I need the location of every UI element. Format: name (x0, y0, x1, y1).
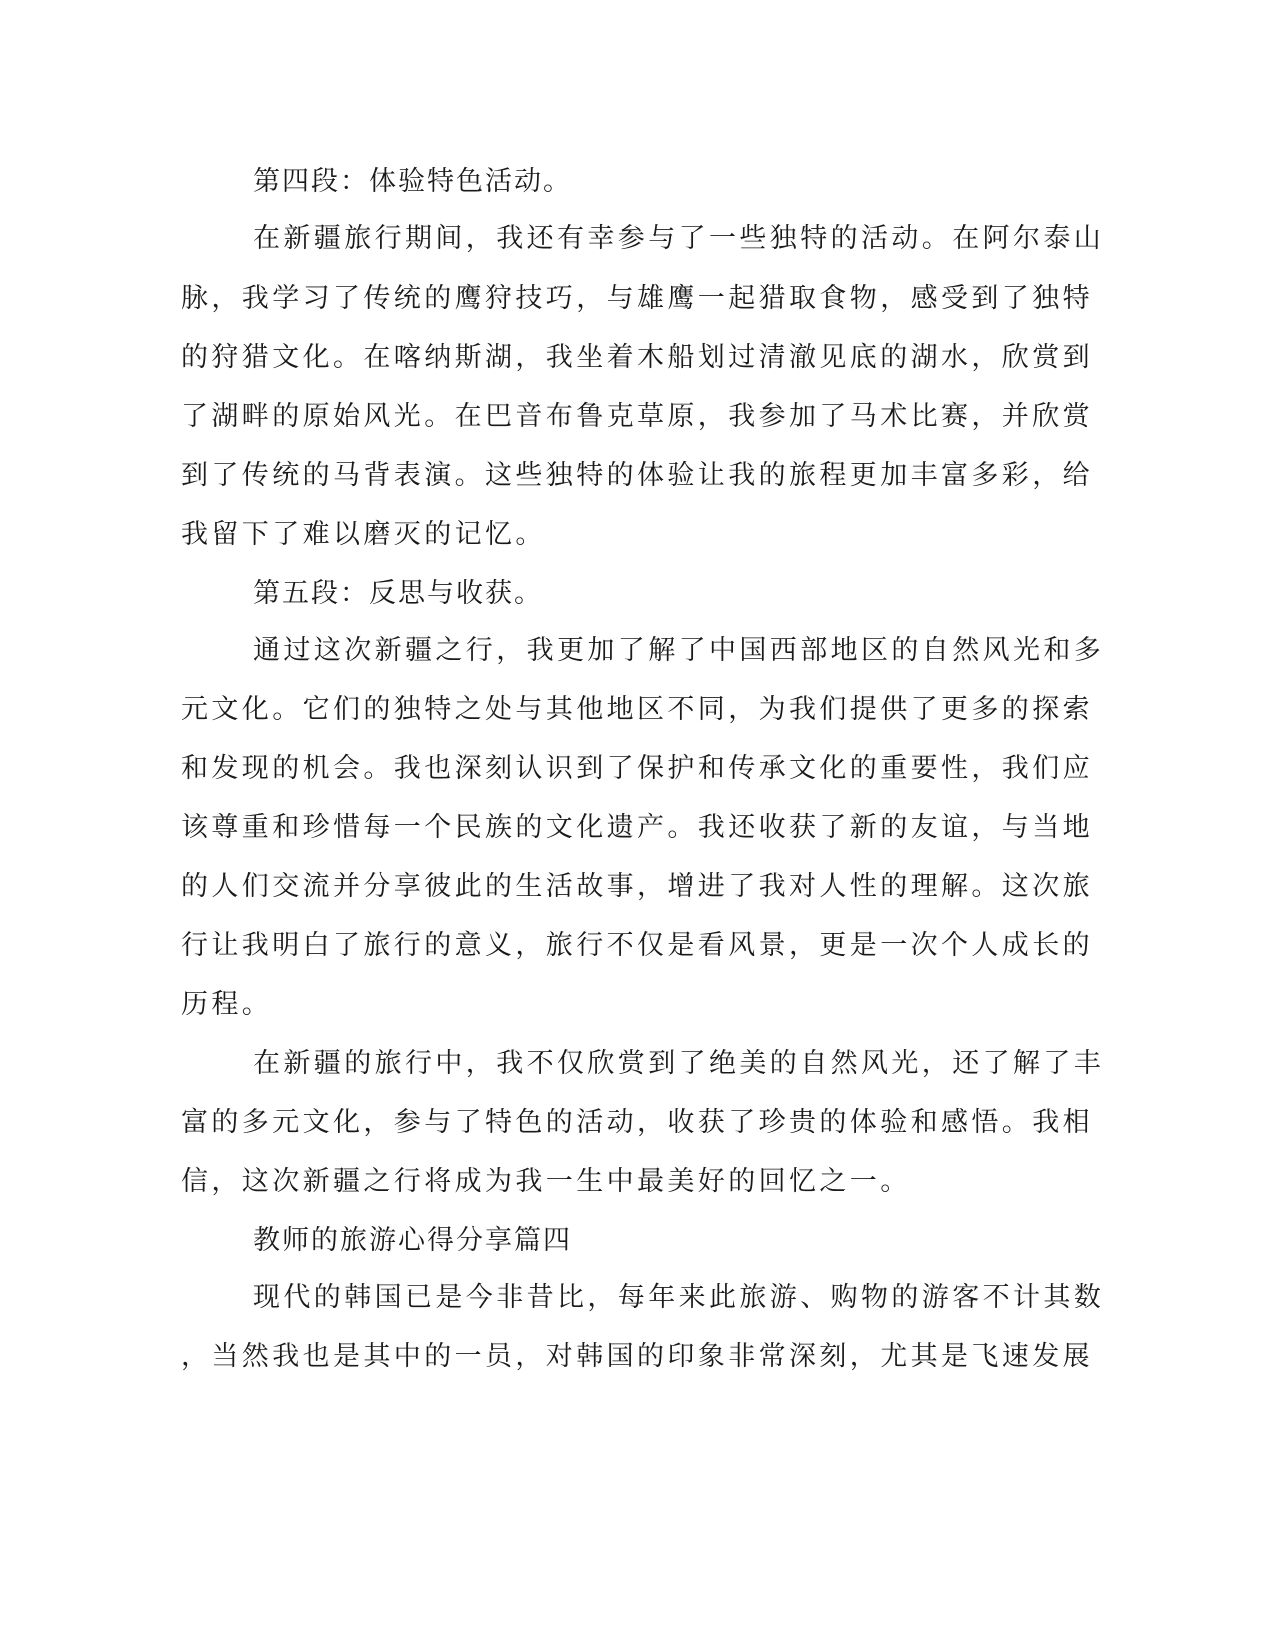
paragraph-line: 信，这次新疆之行将成为我一生中最美好的回忆之一。 (181, 1166, 911, 1197)
paragraph-line: 历程。 (181, 989, 273, 1020)
paragraph-line: 我留下了难以磨灭的记忆。 (181, 519, 546, 550)
paragraph-line: ，当然我也是其中的一员，对韩国的印象非常深刻，尤其是飞速发展 (181, 1341, 1093, 1372)
paragraph-line: 现代的韩国已是今非昔比，每年来此旅游、购物的游客不计其数 (253, 1282, 1105, 1313)
paragraph-line: 的狩猎文化。在喀纳斯湖，我坐着木船划过清澈见底的湖水，欣赏到 (181, 342, 1093, 373)
article-title: 教师的旅游心得分享篇四 (253, 1225, 572, 1256)
section-heading: 第四段：体验特色活动。 (253, 166, 572, 197)
paragraph-line: 富的多元文化，参与了特色的活动，收获了珍贵的体验和感悟。我相 (181, 1107, 1093, 1138)
paragraph-line: 该尊重和珍惜每一个民族的文化遗产。我还收获了新的友谊，与当地 (181, 812, 1093, 843)
paragraph-line: 在新疆的旅行中，我不仅欣赏到了绝美的自然风光，还了解了丰 (253, 1048, 1105, 1079)
paragraph-line: 在新疆旅行期间，我还有幸参与了一些独特的活动。在阿尔泰山 (253, 223, 1105, 254)
section-heading: 第五段：反思与收获。 (253, 578, 543, 609)
paragraph-line: 行让我明白了旅行的意义，旅行不仅是看风景，更是一次个人成长的 (181, 930, 1093, 961)
paragraph-line: 脉，我学习了传统的鹰狩技巧，与雄鹰一起猎取食物，感受到了独特 (181, 283, 1093, 314)
paragraph-line: 的人们交流并分享彼此的生活故事，增进了我对人性的理解。这次旅 (181, 871, 1093, 902)
paragraph-line: 通过这次新疆之行，我更加了解了中国西部地区的自然风光和多 (253, 635, 1105, 666)
paragraph-line: 到了传统的马背表演。这些独特的体验让我的旅程更加丰富多彩，给 (181, 460, 1093, 491)
paragraph-line: 元文化。它们的独特之处与其他地区不同，为我们提供了更多的探索 (181, 694, 1093, 725)
paragraph-line: 和发现的机会。我也深刻认识到了保护和传承文化的重要性，我们应 (181, 753, 1093, 784)
paragraph-line: 了湖畔的原始风光。在巴音布鲁克草原，我参加了马术比赛，并欣赏 (181, 401, 1093, 432)
